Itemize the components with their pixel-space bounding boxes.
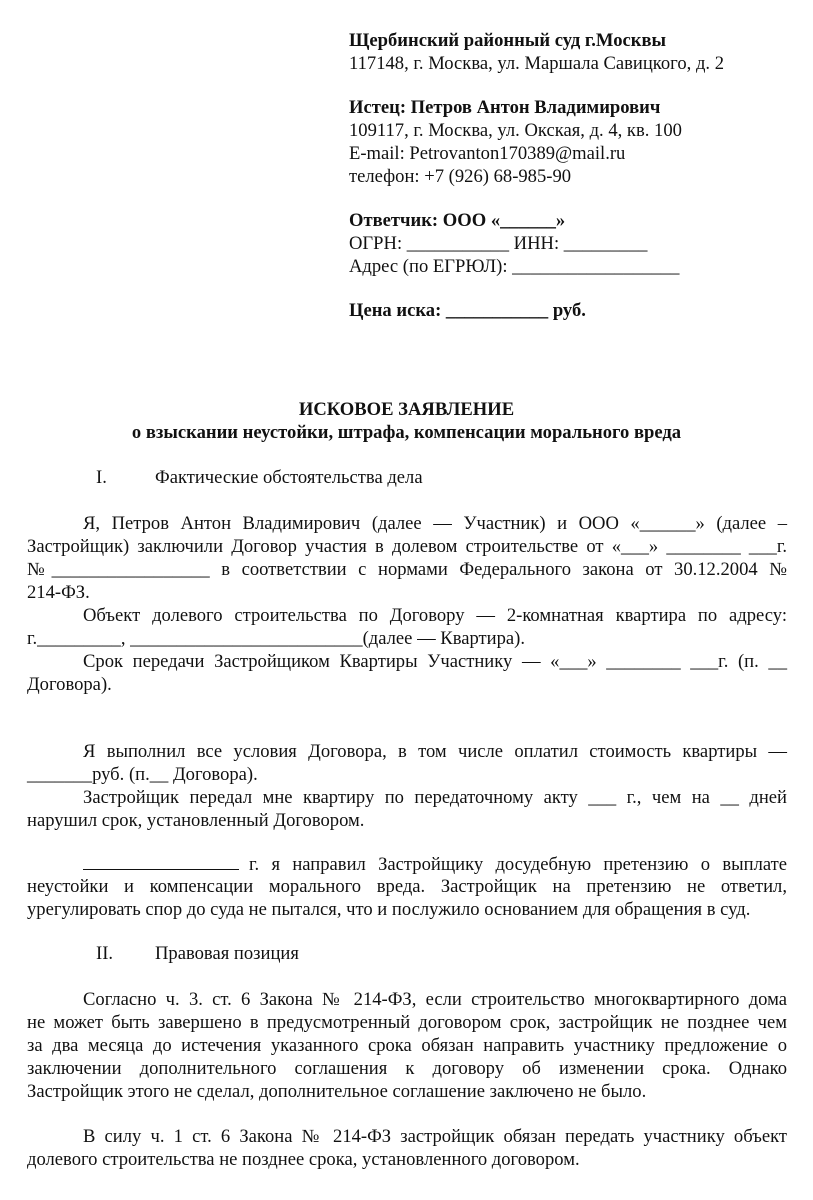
s1-line-7: Срок передачи Застройщиком Квартиры Участнику — «___» ________ ___г. (п. __	[83, 651, 787, 672]
date-blank	[83, 853, 239, 870]
s1-line-11: Застройщик передал мне квартиру по передаточному акту ___ г., чем на __ дней	[83, 787, 787, 808]
plaintiff-label: Истец: Петров Антон Владимирович	[349, 97, 661, 118]
s1-line-10: _______руб. (п.__ Договора).	[27, 764, 258, 785]
section1-number: I.	[96, 467, 107, 488]
s1-line-9: Я выполнил все условия Договора, в том числе оплатил стоимость квартиры —	[83, 741, 787, 762]
defendant-address: Адрес (по ЕГРЮЛ): __________________	[349, 256, 680, 277]
s1-line-6: г._________, _________________________(далее — Квартира).	[27, 628, 526, 649]
s2-line-4: заключении дополнительного соглашения к договору об изменении срока. Однако	[27, 1058, 787, 1079]
court-name: Щербинский районный суд г.Москвы	[349, 30, 667, 51]
s1-line-15: урегулировать спор до суда не пытался, что и послужило основанием для обращения в суд.	[27, 899, 751, 920]
s1-line-13	[83, 853, 787, 876]
s2-line-5: Застройщик этого не сделал, дополнительное соглашение заключено не было.	[27, 1081, 647, 1102]
s1-line-14: неустойки и компенсации морального вреда. Застройщик на претензию не ответил,	[27, 876, 787, 897]
section2-number: II.	[96, 943, 114, 964]
s2-line-2: не может быть завершено в предусмотренный договором срок, застройщик не позднее чем	[27, 1012, 787, 1033]
plaintiff-address: 109117, г. Москва, ул. Окская, д. 4, кв. 100	[349, 120, 682, 141]
document-title: ИСКОВОЕ ЗАЯВЛЕНИЕ	[298, 399, 515, 420]
defendant-label: Ответчик: ООО «______»	[349, 210, 566, 231]
plaintiff-phone: телефон: +7 (926) 68-985-90	[349, 166, 572, 187]
s2-line-1: Согласно ч. 3. ст. 6 Закона № 214-ФЗ, если строительство многоквартирного дома	[83, 989, 787, 1010]
s1-line-12: нарушил срок, установленный Договором.	[27, 810, 365, 831]
section2-heading: Правовая позиция	[155, 943, 299, 964]
s2-line-6: В силу ч. 1 ст. 6 Закона № 214-ФЗ застройщик обязан передать участнику объект	[83, 1126, 787, 1147]
claim-price: Цена иска: ___________ руб.	[349, 300, 586, 321]
s2-line-7: долевого строительства не позднее срока, установленного договором.	[27, 1149, 580, 1170]
s1-line-4: 214-ФЗ.	[27, 582, 90, 603]
defendant-ogrn-inn: ОГРН: ___________ ИНН: _________	[349, 233, 648, 254]
s1-line-13-text: г. я направил Застройщику досудебную претензию о выплате	[249, 854, 787, 875]
document-subtitle: о взыскании неустойки, штрафа, компенсации морального вреда	[131, 422, 682, 443]
s1-line-5: Объект долевого строительства по Договору — 2-комнатная квартира по адресу:	[83, 605, 787, 626]
s1-line-1: Я, Петров Антон Владимирович (далее — Участник) и ООО «______» (далее –	[83, 513, 787, 534]
s2-line-3: за два месяца до истечения указанного срока обязан направить участнику предложение о	[27, 1035, 787, 1056]
s1-line-8: Договора).	[27, 674, 112, 695]
plaintiff-email: E-mail: Petrovanton170389@mail.ru	[349, 143, 626, 164]
s1-line-3: №_________________ в соответствии с нормами Федерального закона от 30.12.2004 №	[27, 559, 787, 580]
section1-heading: Фактические обстоятельства дела	[155, 467, 423, 488]
court-address: 117148, г. Москва, ул. Маршала Савицкого, д. 2	[349, 53, 724, 74]
s1-line-2: Застройщик) заключили Договор участия в долевом строительстве от «___» ________ ___г.	[27, 536, 787, 557]
